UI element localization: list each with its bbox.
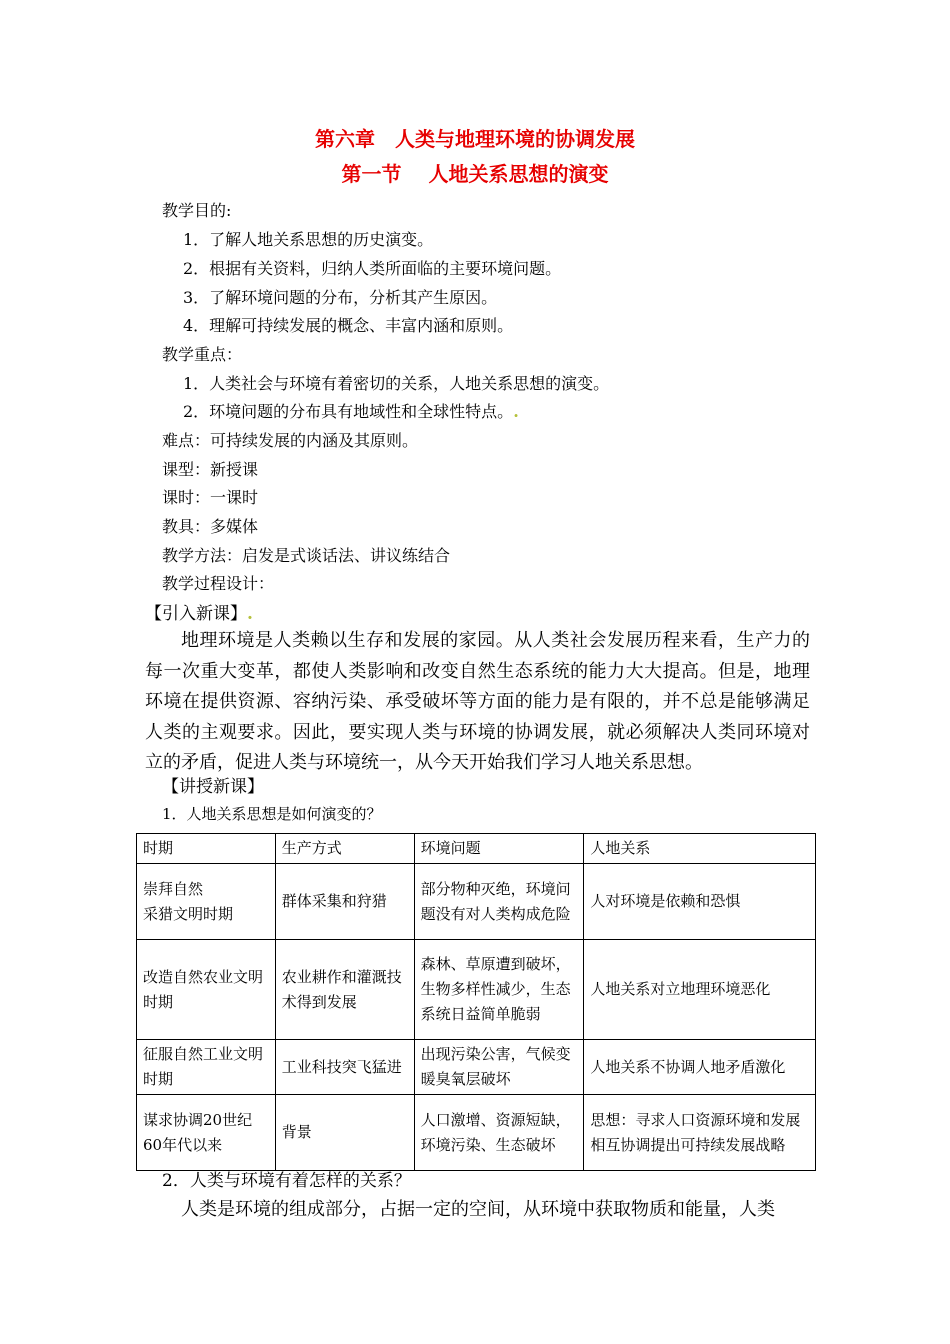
- table-cell: 人对环境是依赖和恐惧: [584, 864, 816, 940]
- table-cell: 人口激增、资源短缺，环境污染、生态破坏: [414, 1095, 584, 1171]
- table-header-cell: 时期: [137, 834, 276, 864]
- table-header-cell: 人地关系: [584, 834, 816, 864]
- key-point-item: 1．人类社会与环境有着密切的关系，人地关系思想的演变。: [183, 374, 610, 393]
- lesson-type: 课型：新授课: [162, 460, 259, 479]
- objective-item: 2．根据有关资料，归纳人类所面临的主要环境问题。: [183, 259, 562, 278]
- question-2: 2．人类与环境有着怎样的关系？: [162, 1171, 411, 1191]
- table-cell: 背景: [275, 1095, 414, 1171]
- table-row: [137, 940, 816, 1040]
- table-cell: 征服自然工业文明时期: [137, 1040, 276, 1095]
- objective-item: 3．了解环境问题的分布，分析其产生原因。: [183, 288, 498, 307]
- table-cell: 思想：寻求人口资源环境和发展相互协调提出可持续发展战略: [584, 1095, 816, 1171]
- table-row: [137, 1095, 816, 1171]
- teaching-method: 教学方法：启发是式谈话法、讲议练结合: [162, 546, 451, 565]
- process-heading: 教学过程设计：: [162, 574, 275, 593]
- table-cell: 谋求协调20世纪60年代以来: [137, 1095, 276, 1171]
- key-points-heading: 教学重点：: [162, 345, 243, 364]
- table-cell: 群体采集和狩猎: [275, 864, 414, 940]
- table-cell: 农业耕作和灌溉技术得到发展: [275, 940, 414, 1040]
- table-header-row: [137, 834, 816, 864]
- table-header-cell: 环境问题: [414, 834, 584, 864]
- marker-dot: .: [247, 604, 253, 624]
- table-cell: 部分物种灭绝，环境问题没有对人类构成危险: [414, 864, 584, 940]
- objectives-heading: 教学目的:: [162, 201, 232, 220]
- closing-paragraph: 人类是环境的组成部分，占据一定的空间，从环境中获取物质和能量，人类: [181, 1199, 775, 1220]
- objective-item: 4．理解可持续发展的概念、丰富内涵和原则。: [183, 316, 514, 335]
- question-1: 1．人地关系思想是如何演变的？: [162, 805, 382, 823]
- table-cell: 森林、草原遭到破坏，生物多样性减少，生态系统日益简单脆弱: [414, 940, 584, 1040]
- evolution-table: [136, 833, 816, 1171]
- table-cell: 改造自然农业文明时期: [137, 940, 276, 1040]
- intro-paragraph: 地理环境是人类赖以生存和发展的家园。从人类社会发展历程来看，生产力的每一次重大变革，都使人类影响和改变自然生态系统的能力大大提高。但是，地理环境在提供资源、容纳污染、承受破坏等方面的能力是有限的，并不总是能够满足人类的主观要求。因此，要实现人类与环境的协调发展，就必须解决人类同环境对立的矛盾，促进人类与环境统一，从今天开始我们学习人地关系思想。: [145, 630, 810, 773]
- table-cell: 人地关系不协调人地矛盾激化: [584, 1040, 816, 1095]
- section-title: 第一节 人地关系思想的演变: [341, 162, 609, 186]
- teaching-tools: 教具：多媒体: [162, 517, 259, 536]
- new-lesson-heading: 【讲授新课】: [162, 777, 264, 797]
- table-cell: 人地关系对立地理环境恶化: [584, 940, 816, 1040]
- chapter-title: 第六章 人类与地理环境的协调发展: [315, 127, 635, 151]
- key-point-item: 2．环境问题的分布具有地域性和全球性特点。.: [183, 402, 519, 421]
- table-header-cell: 生产方式: [275, 834, 414, 864]
- intro-heading: 【引入新课】.: [145, 604, 253, 624]
- difficulty: 难点：可持续发展的内涵及其原则。: [162, 431, 419, 450]
- table-cell: 崇拜自然 采猎文明时期: [137, 864, 276, 940]
- table-cell: 出现污染公害，气候变暖臭氧层破坏: [414, 1040, 584, 1095]
- table-row: [137, 864, 816, 940]
- marker-dot: .: [513, 402, 519, 421]
- objective-item: 1．了解人地关系思想的历史演变。: [183, 230, 434, 249]
- lesson-time: 课时：一课时: [162, 488, 259, 507]
- table-row: [137, 1040, 816, 1095]
- table-cell: 工业科技突飞猛进: [275, 1040, 414, 1095]
